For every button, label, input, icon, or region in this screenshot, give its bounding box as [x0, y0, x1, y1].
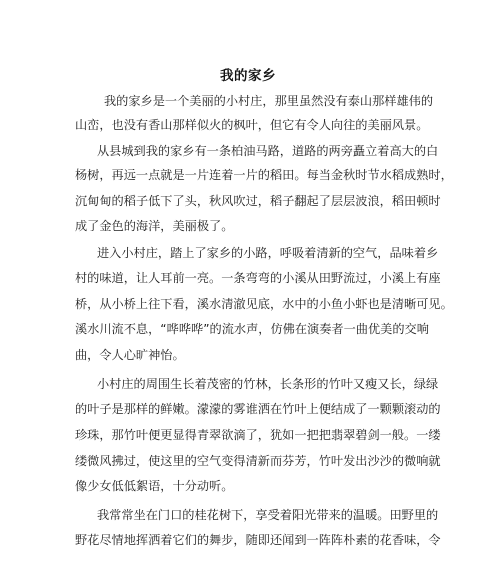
paragraph-2-line-2: 杨树，再远一点就是一片连着一片的稻田。每当金秋时节水稻成熟时， — [75, 168, 453, 182]
paragraph-4-line-4: 缕微风拂过，使这里的空气变得清新而芬芳，竹叶发出沙沙的微响就 — [75, 454, 441, 468]
paragraph-3-line-3: 桥，从小桥上往下看，溪水清澈见底，水中的小鱼小虾也是清晰可见。 — [75, 297, 453, 311]
paragraph-4-line-1: 小村庄的周围生长着茂密的竹林，长条形的竹叶又瘦又长，绿绿 — [97, 377, 439, 391]
page-title: 我的家乡 — [220, 68, 276, 84]
paragraph-4-line-5: 像少女低低絮语，十分动听。 — [75, 479, 234, 493]
paragraph-5-line-1: 我常常坐在门口的桂花树下，享受着阳光带来的温暖。田野里的 — [97, 508, 439, 522]
paragraph-5-line-2: 野花尽情地挥洒着它们的舞步，随即还闻到一阵阵朴素的花香味，令 — [75, 533, 441, 547]
paragraph-1-line-1: 我的家乡是一个美丽的小村庄，那里虽然没有泰山那样雄伟的 — [104, 94, 434, 108]
paragraph-3-line-1: 进入小村庄，踏上了家乡的小路，呼吸着清新的空气，品味着乡 — [97, 246, 439, 260]
paragraph-1-line-2: 山峦，也没有香山那样似火的枫叶，但它有令人向往的美丽风景。 — [75, 118, 429, 132]
paragraph-4-line-3: 珍珠，那竹叶便更显得青翠欲滴了，犹如一把把翡翠碧剑一般。一缕 — [75, 428, 441, 442]
paragraph-3-line-2: 村的味道，让人耳前一亮。一条弯弯的小溪从田野流过，小溪上有座 — [75, 271, 441, 285]
paragraph-3-line-4: 溪水川流不息，“哗哗哗”的流水声，仿佛在演奏者一曲优美的交响 — [75, 322, 429, 336]
paragraph-2-line-4: 成了金色的海洋，美丽极了。 — [75, 219, 234, 233]
paragraph-4-line-2: 的叶子是那样的鲜嫩。濛濛的雾谁洒在竹叶上便结成了一颗颗滚动的 — [75, 402, 441, 416]
paragraph-3-line-5: 曲，令人心旷神怡。 — [75, 348, 185, 362]
paragraph-2-line-1: 从县城到我的家乡有一条柏油马路，道路的两旁矗立着高大的白 — [97, 144, 439, 158]
paragraph-2-line-3: 沉甸甸的稻子低下了头，秋风吹过，稻子翻起了层层波浪，稻田顿时 — [75, 194, 441, 208]
